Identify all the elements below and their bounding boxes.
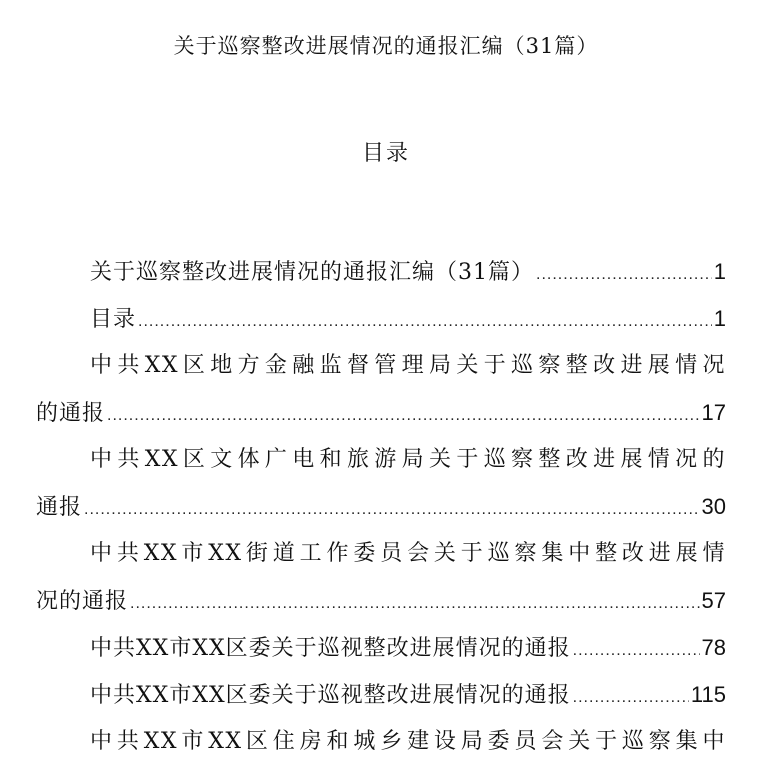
toc-entry[interactable] xyxy=(36,624,726,671)
toc-entry-title-line1: 中共XX市XX街道工作委员会关于巡察集中整改进展情 xyxy=(90,541,726,566)
toc-entry[interactable] xyxy=(36,248,726,295)
toc-heading: 目录 xyxy=(361,141,410,166)
toc-entry[interactable] xyxy=(36,530,726,577)
toc-entry[interactable] xyxy=(36,295,726,342)
toc-entry-title-line2: 通报 xyxy=(36,495,83,520)
toc-entry-title-line1: 中共XX市XX区住房和城乡建设局委员会关于巡察集中 xyxy=(90,729,726,754)
toc-entry-title: 目录 xyxy=(90,307,137,332)
toc-leader-dots xyxy=(536,251,712,295)
toc-page-number: 115 xyxy=(690,682,726,707)
toc-page-number: 17 xyxy=(701,400,726,425)
toc-page-number: 1 xyxy=(713,306,726,331)
toc-page-number: 57 xyxy=(701,588,726,613)
toc-entry-title-line2: 的通报 xyxy=(36,401,106,426)
toc-leader-dots xyxy=(573,674,689,718)
toc-entry-continuation[interactable] xyxy=(36,389,726,436)
toc-entry-continuation[interactable] xyxy=(36,483,726,530)
toc-entry[interactable] xyxy=(36,671,726,718)
toc-entry-continuation[interactable] xyxy=(36,577,726,624)
toc-page-number: 78 xyxy=(701,635,726,660)
toc-leader-dots xyxy=(84,486,700,530)
toc-entry[interactable] xyxy=(36,342,726,389)
toc-page-number: 30 xyxy=(701,494,726,519)
toc-entry-title-line2: 况的通报 xyxy=(36,589,129,614)
toc-entry-title-line1: 中共XX区文体广电和旅游局关于巡察整改进展情况的 xyxy=(90,447,726,472)
document-title: 关于巡察整改进展情况的通报汇编（31篇） xyxy=(173,34,599,58)
toc-leader-dots xyxy=(107,392,700,436)
toc-entry-title: 关于巡察整改进展情况的通报汇编（31篇） xyxy=(90,260,534,285)
toc-entry-title: 中共XX市XX区委关于巡视整改进展情况的通报 xyxy=(90,636,571,661)
table-of-contents xyxy=(36,248,726,765)
toc-entry-title-line1: 中共XX区地方金融监督管理局关于巡察整改进展情况 xyxy=(90,353,726,378)
toc-entry-title: 中共XX市XX区委关于巡视整改进展情况的通报 xyxy=(90,683,571,708)
toc-entry[interactable] xyxy=(36,718,726,765)
toc-leader-dots xyxy=(573,627,700,671)
toc-leader-dots xyxy=(138,298,712,342)
toc-leader-dots xyxy=(130,580,700,624)
toc-page-number: 1 xyxy=(713,259,726,284)
toc-entry[interactable] xyxy=(36,436,726,483)
